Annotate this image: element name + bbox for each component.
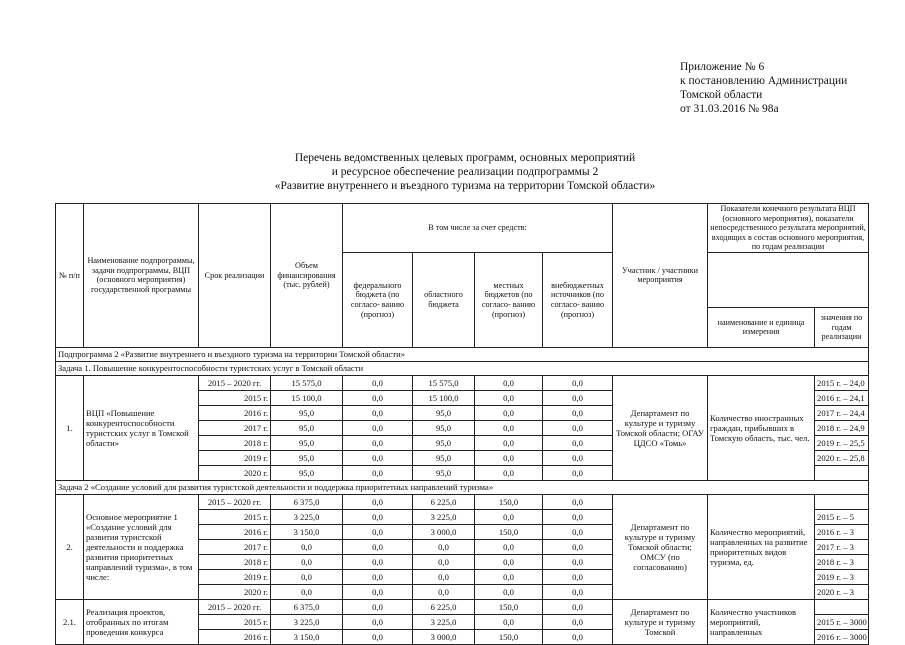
indicator-value: 2017 г. – 3	[815, 539, 869, 554]
federal-cell: 0,0	[343, 435, 413, 450]
title-line: Перечень ведомственных целевых программ, основных мероприятий	[294, 152, 636, 164]
local-cell: 0,0	[475, 420, 543, 435]
period-cell: 2016 г.	[199, 629, 271, 644]
period-cell: 2016 г.	[199, 524, 271, 539]
local-cell: 0,0	[475, 614, 543, 629]
local-cell: 0,0	[475, 390, 543, 405]
extra-cell: 0,0	[543, 465, 613, 480]
participant-cell: Департамент по культуре и туризму Томской	[613, 599, 708, 644]
period-cell: 2018 г.	[199, 554, 271, 569]
header-federal: федерального бюджета (по согласо- ванию (прогноз)	[343, 252, 413, 347]
volume-cell: 3 150,0	[271, 524, 343, 539]
participant-cell: Департамент по культуре и туризму Томской области; ОМСУ (по согласованию)	[613, 494, 708, 599]
activity-name: Реализация проектов, отобранных по итогам проведения конкурса	[84, 599, 199, 644]
header-indicator-name: наименование и единица измерения	[708, 307, 815, 347]
indicator-value: 2019 г. – 25,5	[815, 435, 869, 450]
table-row	[56, 599, 869, 614]
row-number: 1.	[56, 375, 84, 480]
header-period: Срок реализации	[199, 204, 271, 348]
volume-cell: 95,0	[271, 405, 343, 420]
regional-cell: 3 000,0	[413, 629, 475, 644]
volume-cell: 95,0	[271, 465, 343, 480]
period-cell: 2020 г.	[199, 584, 271, 599]
federal-cell: 0,0	[343, 614, 413, 629]
extra-cell: 0,0	[543, 629, 613, 644]
indicator-name-cell: Количество мероприятий, направленных на развитие приоритетных видов туризма, ед.	[708, 494, 815, 599]
regional-cell: 3 000,0	[413, 524, 475, 539]
table-row	[56, 494, 869, 509]
regional-cell: 15 100,0	[413, 390, 475, 405]
indicator-value: 2018 г. – 3	[815, 554, 869, 569]
federal-cell: 0,0	[343, 420, 413, 435]
header-participant: Участник / участники мероприятия	[613, 204, 708, 348]
extra-cell: 0,0	[543, 420, 613, 435]
header-name: Наименование подпрограммы, задачи подпрограммы, ВЦП (основного мероприятия) государственной программы	[84, 204, 199, 348]
local-cell: 150,0	[475, 524, 543, 539]
indicator-value: 2015 г. – 5	[815, 509, 869, 524]
row-number: 2.	[56, 494, 84, 599]
extra-cell: 0,0	[543, 584, 613, 599]
header-num: № п/п	[56, 204, 84, 348]
extra-cell: 0,0	[543, 509, 613, 524]
volume-cell: 3 225,0	[271, 614, 343, 629]
volume-cell: 15 100,0	[271, 390, 343, 405]
local-cell: 0,0	[475, 509, 543, 524]
federal-cell: 0,0	[343, 599, 413, 614]
regional-cell: 95,0	[413, 465, 475, 480]
extra-cell: 0,0	[543, 390, 613, 405]
federal-cell: 0,0	[343, 539, 413, 554]
period-cell: 2015 г.	[199, 509, 271, 524]
volume-cell: 6 375,0	[271, 494, 343, 509]
local-cell: 0,0	[475, 405, 543, 420]
period-cell: 2019 г.	[199, 569, 271, 584]
federal-cell: 0,0	[343, 569, 413, 584]
indicator-value: 2015 г. – 3000	[815, 614, 869, 629]
federal-cell: 0,0	[343, 494, 413, 509]
period-cell: 2015 – 2020 гг.	[199, 494, 271, 509]
federal-cell: 0,0	[343, 629, 413, 644]
activity-name: Основное мероприятие 1 «Создание условий для развития туристской деятельности и поддержка развития приоритетных направлений туризма», в том числе:	[84, 494, 199, 599]
federal-cell: 0,0	[343, 524, 413, 539]
indicator-value: 2019 г. – 3	[815, 569, 869, 584]
row-number: 2.1.	[56, 599, 84, 644]
extra-cell: 0,0	[543, 405, 613, 420]
extra-cell: 0,0	[543, 450, 613, 465]
regional-cell: 95,0	[413, 450, 475, 465]
local-cell: 0,0	[475, 569, 543, 584]
extra-cell: 0,0	[543, 614, 613, 629]
appendix-line: Томской области	[680, 89, 763, 101]
indicator-value: 2015 г. – 24,0	[815, 375, 869, 390]
period-cell: 2015 – 2020 гг.	[199, 375, 271, 390]
federal-cell: 0,0	[343, 390, 413, 405]
title-line: и ресурсное обеспечение реализации подпрограммы 2	[331, 166, 599, 178]
extra-cell: 0,0	[543, 375, 613, 390]
local-cell: 0,0	[475, 435, 543, 450]
indicator-name-cell: Количество участников мероприятий, направленных	[708, 599, 815, 644]
federal-cell: 0,0	[343, 554, 413, 569]
period-cell: 2015 – 2020 гг.	[199, 599, 271, 614]
header-indicator-values: значения по годам реализации	[815, 307, 869, 347]
extra-cell: 0,0	[543, 494, 613, 509]
activity-name: ВЦП «Повышение конкурентоспособности туристских услуг в Томской области»	[84, 375, 199, 480]
local-cell: 0,0	[475, 539, 543, 554]
regional-cell: 0,0	[413, 554, 475, 569]
title-line: «Развитие внутреннего и въездного туризма на территории Томской области»	[274, 180, 656, 192]
volume-cell: 0,0	[271, 584, 343, 599]
indicator-value: 2020 г. – 3	[815, 584, 869, 599]
period-cell: 2016 г.	[199, 405, 271, 420]
period-cell: 2015 г.	[199, 390, 271, 405]
federal-cell: 0,0	[343, 509, 413, 524]
period-cell: 2015 г.	[199, 614, 271, 629]
local-cell: 0,0	[475, 554, 543, 569]
appendix-line: к постановлению Администрации	[680, 75, 848, 87]
header-indicators-spacer	[708, 252, 869, 307]
local-cell: 150,0	[475, 494, 543, 509]
federal-cell: 0,0	[343, 375, 413, 390]
period-cell: 2018 г.	[199, 435, 271, 450]
volume-cell: 6 375,0	[271, 599, 343, 614]
volume-cell: 0,0	[271, 554, 343, 569]
regional-cell: 0,0	[413, 584, 475, 599]
appendix-line: от 31.03.2016 № 98а	[680, 103, 779, 115]
federal-cell: 0,0	[343, 405, 413, 420]
period-cell: 2019 г.	[199, 450, 271, 465]
header-including: В том числе за счет средств:	[343, 204, 613, 253]
header-extra: внебюджетных источников (по согласо- ванию (прогноз)	[543, 252, 613, 347]
local-cell: 150,0	[475, 629, 543, 644]
volume-cell: 3 150,0	[271, 629, 343, 644]
regional-cell: 0,0	[413, 539, 475, 554]
indicator-value: 2018 г. – 24,9	[815, 420, 869, 435]
task-row: Задача 2 «Создание условий для развития туристской деятельности и поддержка приоритетных направлений туризма»	[56, 480, 869, 494]
regional-cell: 3 225,0	[413, 614, 475, 629]
indicator-value: 2020 г. – 25,8	[815, 450, 869, 465]
local-cell: 0,0	[475, 465, 543, 480]
local-cell: 0,0	[475, 584, 543, 599]
period-cell: 2017 г.	[199, 420, 271, 435]
volume-cell: 95,0	[271, 450, 343, 465]
indicator-value	[815, 465, 869, 480]
period-cell: 2017 г.	[199, 539, 271, 554]
period-cell: 2020 г.	[199, 465, 271, 480]
regional-cell: 6 225,0	[413, 494, 475, 509]
indicator-value: 2016 г. – 24,1	[815, 390, 869, 405]
document-title	[150, 151, 780, 193]
regional-cell: 95,0	[413, 405, 475, 420]
indicator-value	[815, 599, 869, 614]
volume-cell: 3 225,0	[271, 509, 343, 524]
header-indicators: Показатели конечного результата ВЦП (основного мероприятия), показатели непосредственного результата мероприятий, входящих в состав основного мероприятия, по годам реализации	[708, 204, 869, 253]
volume-cell: 95,0	[271, 420, 343, 435]
regional-cell: 6 225,0	[413, 599, 475, 614]
header-volume: Объем финансирования (тыс. рублей)	[271, 204, 343, 348]
regional-cell: 15 575,0	[413, 375, 475, 390]
indicator-name-cell: Количество иностранных граждан, прибывших в Томскую область, тыс. чел.	[708, 375, 815, 480]
regional-cell: 95,0	[413, 420, 475, 435]
table-row	[56, 375, 869, 390]
appendix-line: Приложение № 6	[680, 61, 765, 73]
volume-cell: 0,0	[271, 539, 343, 554]
task-row: Задача 1. Повышение конкурентоспособности туристских услуг в Томской области	[56, 361, 869, 375]
program-table	[55, 203, 869, 645]
extra-cell: 0,0	[543, 554, 613, 569]
federal-cell: 0,0	[343, 465, 413, 480]
federal-cell: 0,0	[343, 584, 413, 599]
regional-cell: 3 225,0	[413, 509, 475, 524]
subprogram-row: Подпрограмма 2 «Развитие внутреннего и въездного туризма на территории Томской области»	[56, 347, 869, 361]
appendix-note	[680, 60, 847, 116]
local-cell: 150,0	[475, 599, 543, 614]
volume-cell: 0,0	[271, 569, 343, 584]
extra-cell: 0,0	[543, 435, 613, 450]
extra-cell: 0,0	[543, 539, 613, 554]
volume-cell: 95,0	[271, 435, 343, 450]
header-local: местных бюджетов (по согласо- ванию (прогноз)	[475, 252, 543, 347]
indicator-value: 2016 г. – 3000	[815, 629, 869, 644]
indicator-value: 2016 г. – 3	[815, 524, 869, 539]
indicator-value	[815, 494, 869, 509]
extra-cell: 0,0	[543, 524, 613, 539]
regional-cell: 0,0	[413, 569, 475, 584]
participant-cell: Департамент по культуре и туризму Томской области; ОГАУ ЦДСО «Томь»	[613, 375, 708, 480]
local-cell: 0,0	[475, 375, 543, 390]
indicator-value: 2017 г. – 24,4	[815, 405, 869, 420]
extra-cell: 0,0	[543, 569, 613, 584]
federal-cell: 0,0	[343, 450, 413, 465]
volume-cell: 15 575,0	[271, 375, 343, 390]
local-cell: 0,0	[475, 450, 543, 465]
extra-cell: 0,0	[543, 599, 613, 614]
regional-cell: 95,0	[413, 435, 475, 450]
header-regional: областного бюджета	[413, 252, 475, 347]
